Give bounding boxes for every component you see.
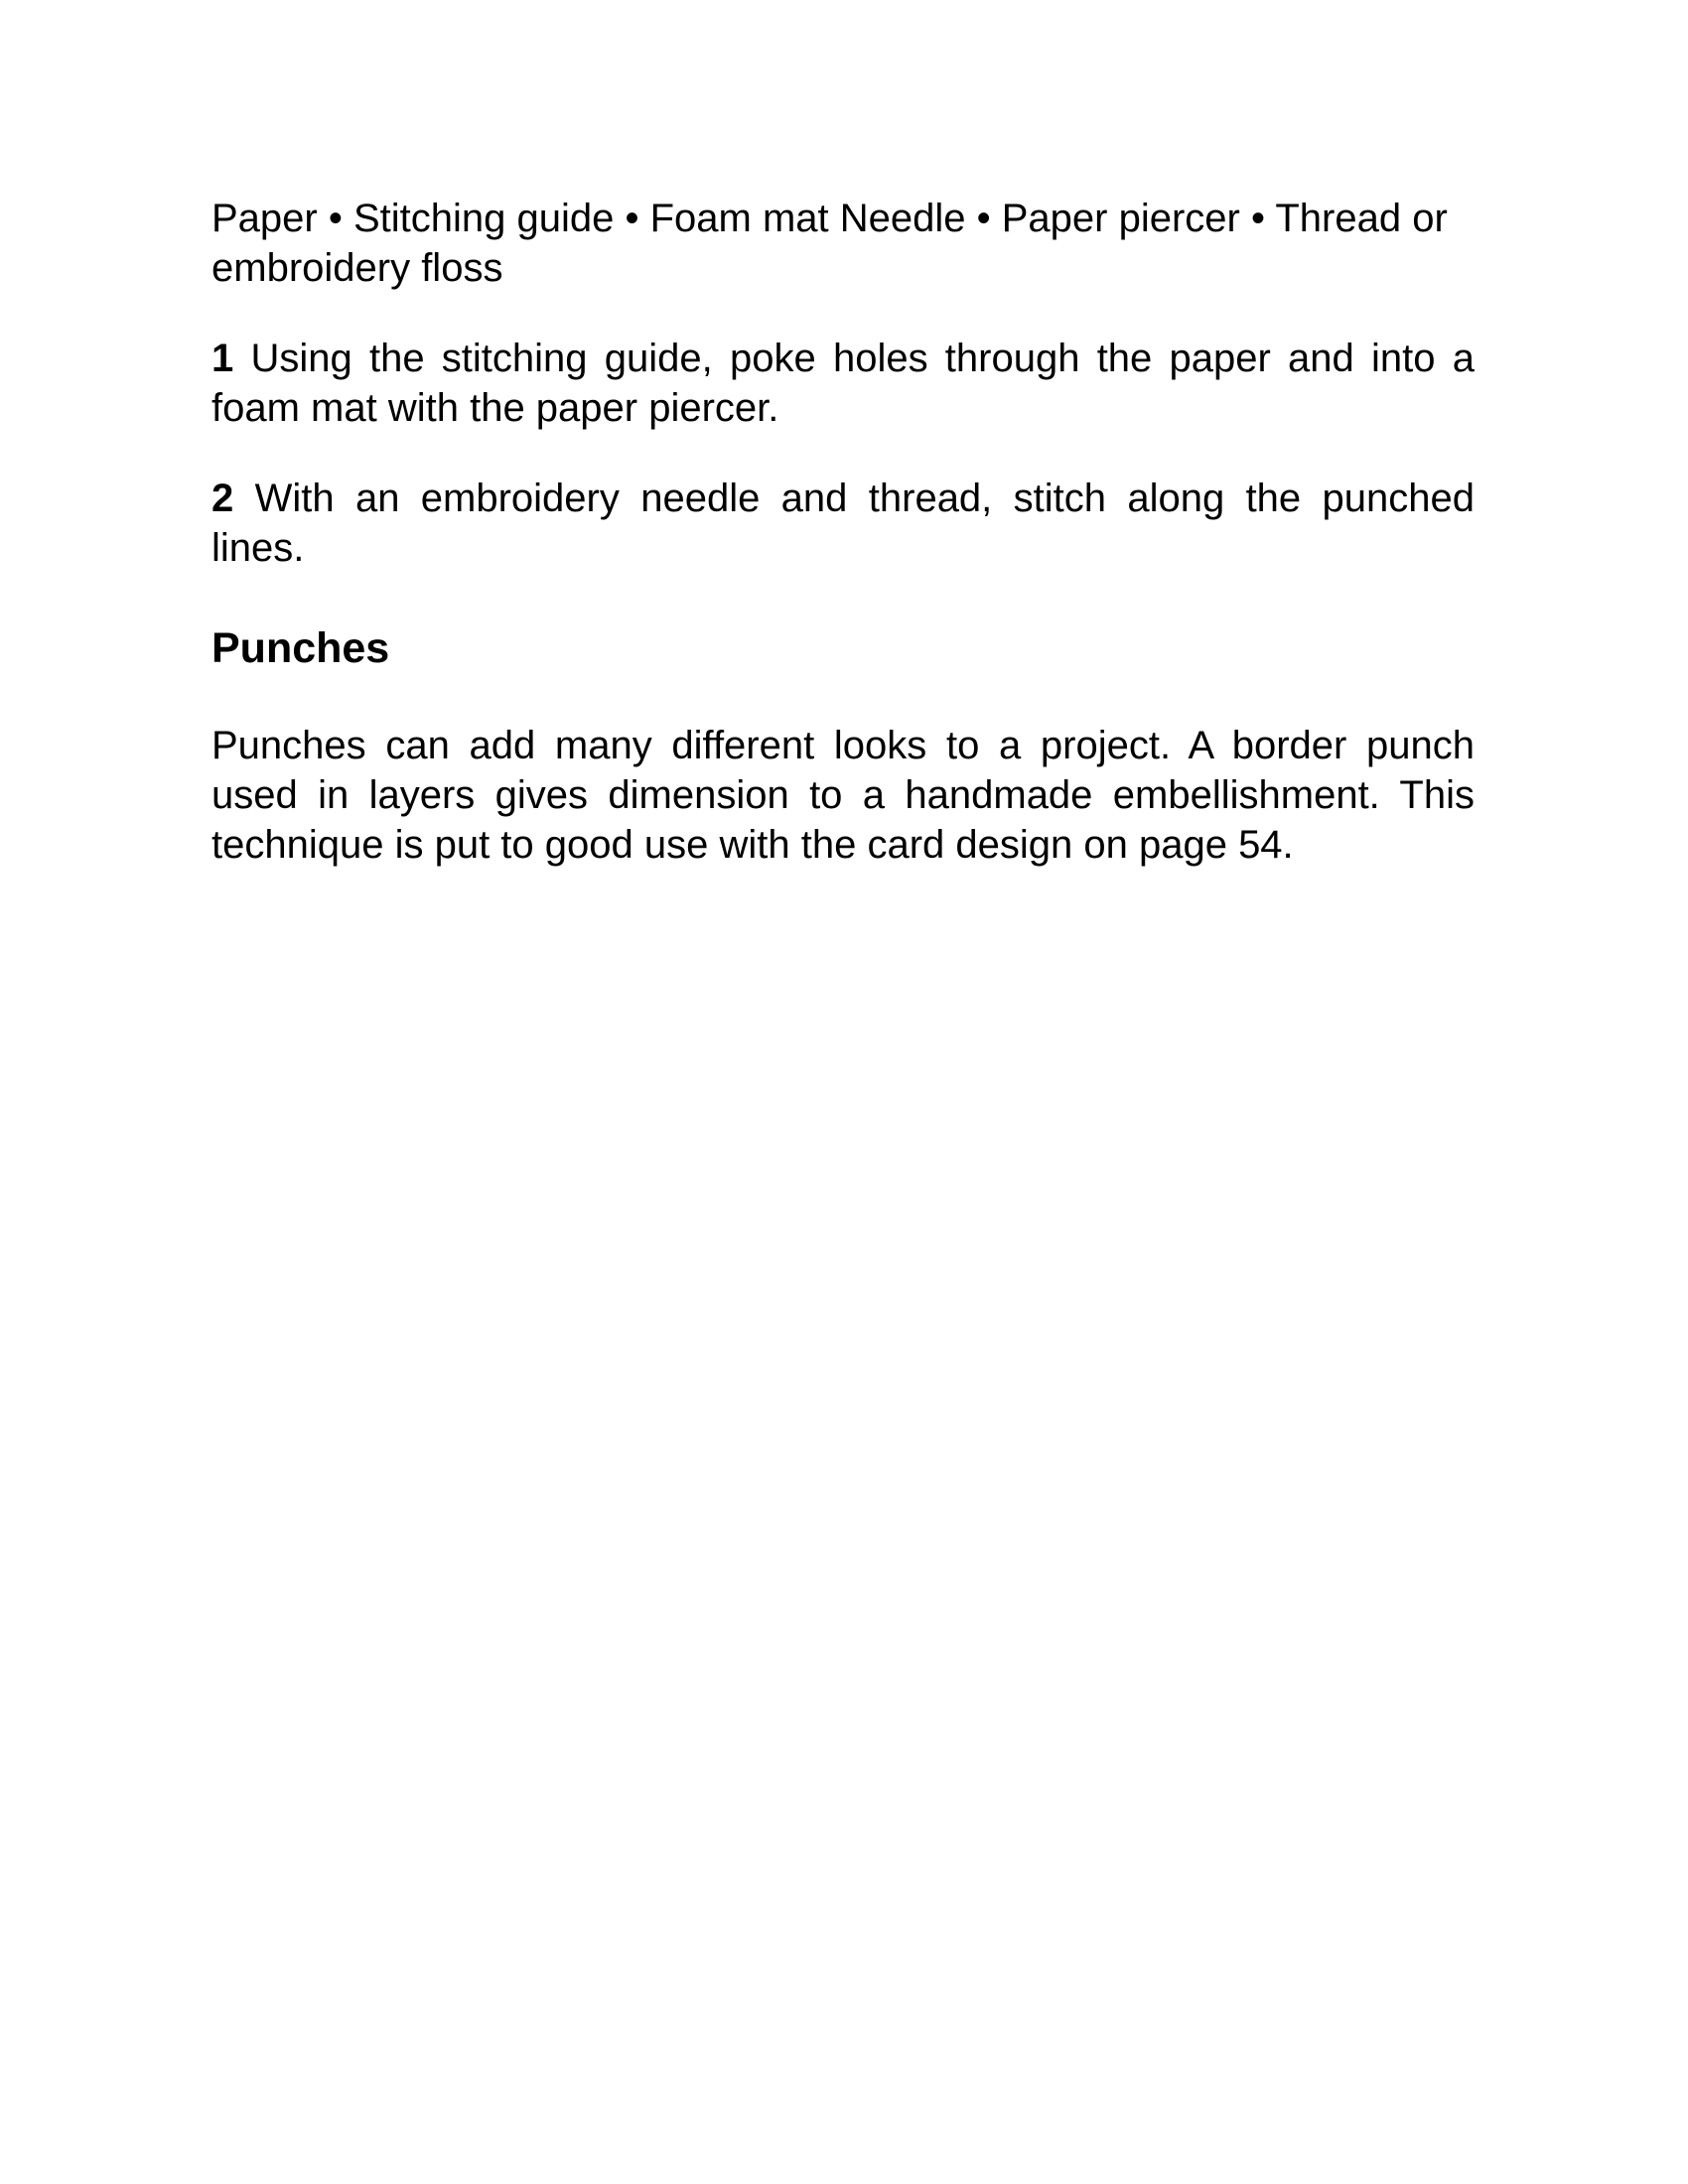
step-1 (211, 334, 1475, 433)
step-2-number: 2 (211, 477, 234, 520)
section-heading: Punches (211, 624, 390, 672)
step-2 (211, 474, 1475, 573)
page-content (211, 194, 1475, 870)
supplies-list: Paper • Stitching guide • Foam mat Needle • Paper piercer • Thread or embroidery floss (211, 197, 1448, 290)
step-2-text: With an embroidery needle and thread, stitch along the punched lines. (211, 477, 1475, 570)
step-1-text: Using the stitching guide, poke holes through the paper and into a foam mat with the paper piercer. (211, 337, 1475, 430)
step-1-number: 1 (211, 337, 234, 380)
section-body: Punches can add many different looks to a project. A border punch used in layers gives dimension to a handmade embellishment. This technique is put to good use with the card design on page 54. (211, 724, 1475, 867)
